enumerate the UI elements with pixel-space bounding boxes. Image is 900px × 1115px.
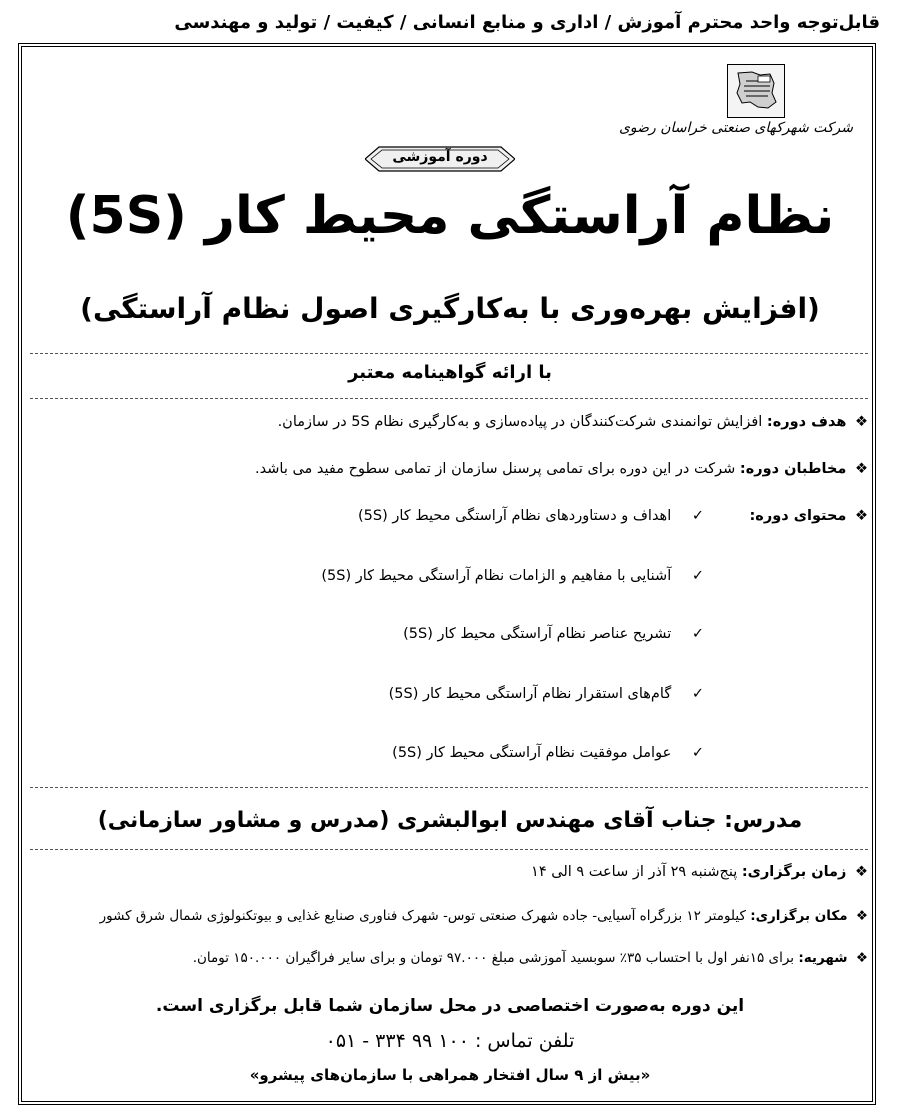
fee-line bbox=[193, 950, 868, 966]
bullet-icon: ❖ bbox=[855, 414, 868, 430]
bullet-icon: ❖ bbox=[855, 461, 868, 477]
content-line bbox=[749, 508, 868, 524]
place-line bbox=[100, 908, 868, 924]
contact-phone: تلفن تماس : ۱۰۰ ۹۹ ۳۳۴ - ۰۵۱ bbox=[325, 1030, 575, 1052]
certificate-note: با ارائه گواهینامه معتبر bbox=[348, 362, 552, 383]
check-icon: ✓ bbox=[691, 686, 704, 702]
company-logo bbox=[618, 60, 875, 150]
fee-text: برای ۱۵نفر اول با احتساب ۳۵٪ سوبسید آموزشی مبلغ ۹۷.۰۰۰ تومان و برای سایر فراگیران ۱۵۰.۰۰۰ تومان. bbox=[192, 950, 795, 966]
course-title: نظام آراستگی محیط کار (5S) bbox=[65, 186, 835, 246]
content-item-text: آشنایی با مفاهیم و الزامات نظام آراستگی محیط کار (5S) bbox=[321, 568, 672, 584]
goal-label: هدف دوره: bbox=[766, 414, 847, 430]
check-icon: ✓ bbox=[691, 745, 704, 761]
content-item bbox=[358, 508, 704, 524]
logo-company-name: شرکت شهرکهای صنعتی خراسان رضوی bbox=[618, 120, 853, 136]
check-icon: ✓ bbox=[691, 568, 704, 584]
content-item bbox=[392, 745, 704, 761]
check-icon: ✓ bbox=[691, 626, 704, 642]
check-icon: ✓ bbox=[691, 508, 704, 524]
course-label: دوره آموزشی bbox=[392, 149, 488, 165]
content-label: محتوای دوره: bbox=[749, 508, 847, 524]
iran-map-icon bbox=[732, 69, 778, 111]
bullet-icon: ❖ bbox=[855, 908, 868, 924]
time-text: پنج‌شنبه ۲۹ آذر از ساعت ۹ الی ۱۴ bbox=[531, 864, 738, 880]
audience-line bbox=[255, 461, 868, 477]
top-notice: قابل‌توجه واحد محترم آموزش / اداری و منابع انسانی / کیفیت / تولید و مهندسی bbox=[174, 12, 880, 33]
content-item bbox=[321, 568, 704, 584]
content-item-text: تشریح عناصر نظام آراستگی محیط کار (5S) bbox=[403, 626, 672, 642]
fee-label: شهریه: bbox=[798, 950, 848, 966]
place-text: کیلومتر ۱۲ بزرگراه آسیایی- جاده شهرک صنعتی توس- شهرک فناوری صنایع غذایی و بیوتکنولوژی شمال شرق کشور bbox=[99, 908, 746, 924]
bullet-icon: ❖ bbox=[855, 508, 868, 524]
content-item bbox=[389, 686, 704, 702]
motto: «بیش از ۹ سال افتخار همراهی با سازمان‌های پیشرو» bbox=[249, 1066, 651, 1084]
content-item-text: عوامل موفقیت نظام آراستگی محیط کار (5S) bbox=[392, 745, 672, 761]
content-item bbox=[403, 626, 704, 642]
audience-text: شرکت در این دوره برای تمامی پرسنل سازمان از تمامی سطوح مفید می باشد. bbox=[255, 461, 736, 477]
place-label: مکان برگزاری: bbox=[750, 908, 848, 924]
divider bbox=[30, 353, 868, 354]
divider bbox=[30, 787, 868, 788]
course-subtitle: (افزایش بهره‌وری با به‌کارگیری اصول نظام آراستگی) bbox=[80, 292, 820, 325]
divider bbox=[30, 398, 868, 399]
content-item-text: اهداف و دستاوردهای نظام آراستگی محیط کار (5S) bbox=[357, 508, 672, 524]
time-label: زمان برگزاری: bbox=[741, 864, 847, 880]
content-item-text: گام‌های استقرار نظام آراستگی محیط کار (5S) bbox=[388, 686, 672, 702]
audience-label: مخاطبان دوره: bbox=[739, 461, 847, 477]
inhouse-note: این دوره به‌صورت اختصاصی در محل سازمان شما قابل برگزاری است. bbox=[155, 996, 745, 1016]
goal-line bbox=[278, 414, 868, 430]
bullet-icon: ❖ bbox=[855, 864, 868, 880]
goal-text: افزایش توانمندی شرکت‌کنندگان در پیاده‌سازی و به‌کارگیری نظام 5S در سازمان. bbox=[277, 414, 763, 430]
bullet-icon: ❖ bbox=[855, 950, 868, 966]
divider bbox=[30, 849, 868, 850]
course-badge bbox=[365, 145, 515, 173]
logo-emblem bbox=[727, 64, 785, 118]
time-line bbox=[531, 864, 868, 880]
instructor: مدرس: جناب آقای مهندس ابوالبشری (مدرس و مشاور سازمانی) bbox=[97, 808, 803, 833]
